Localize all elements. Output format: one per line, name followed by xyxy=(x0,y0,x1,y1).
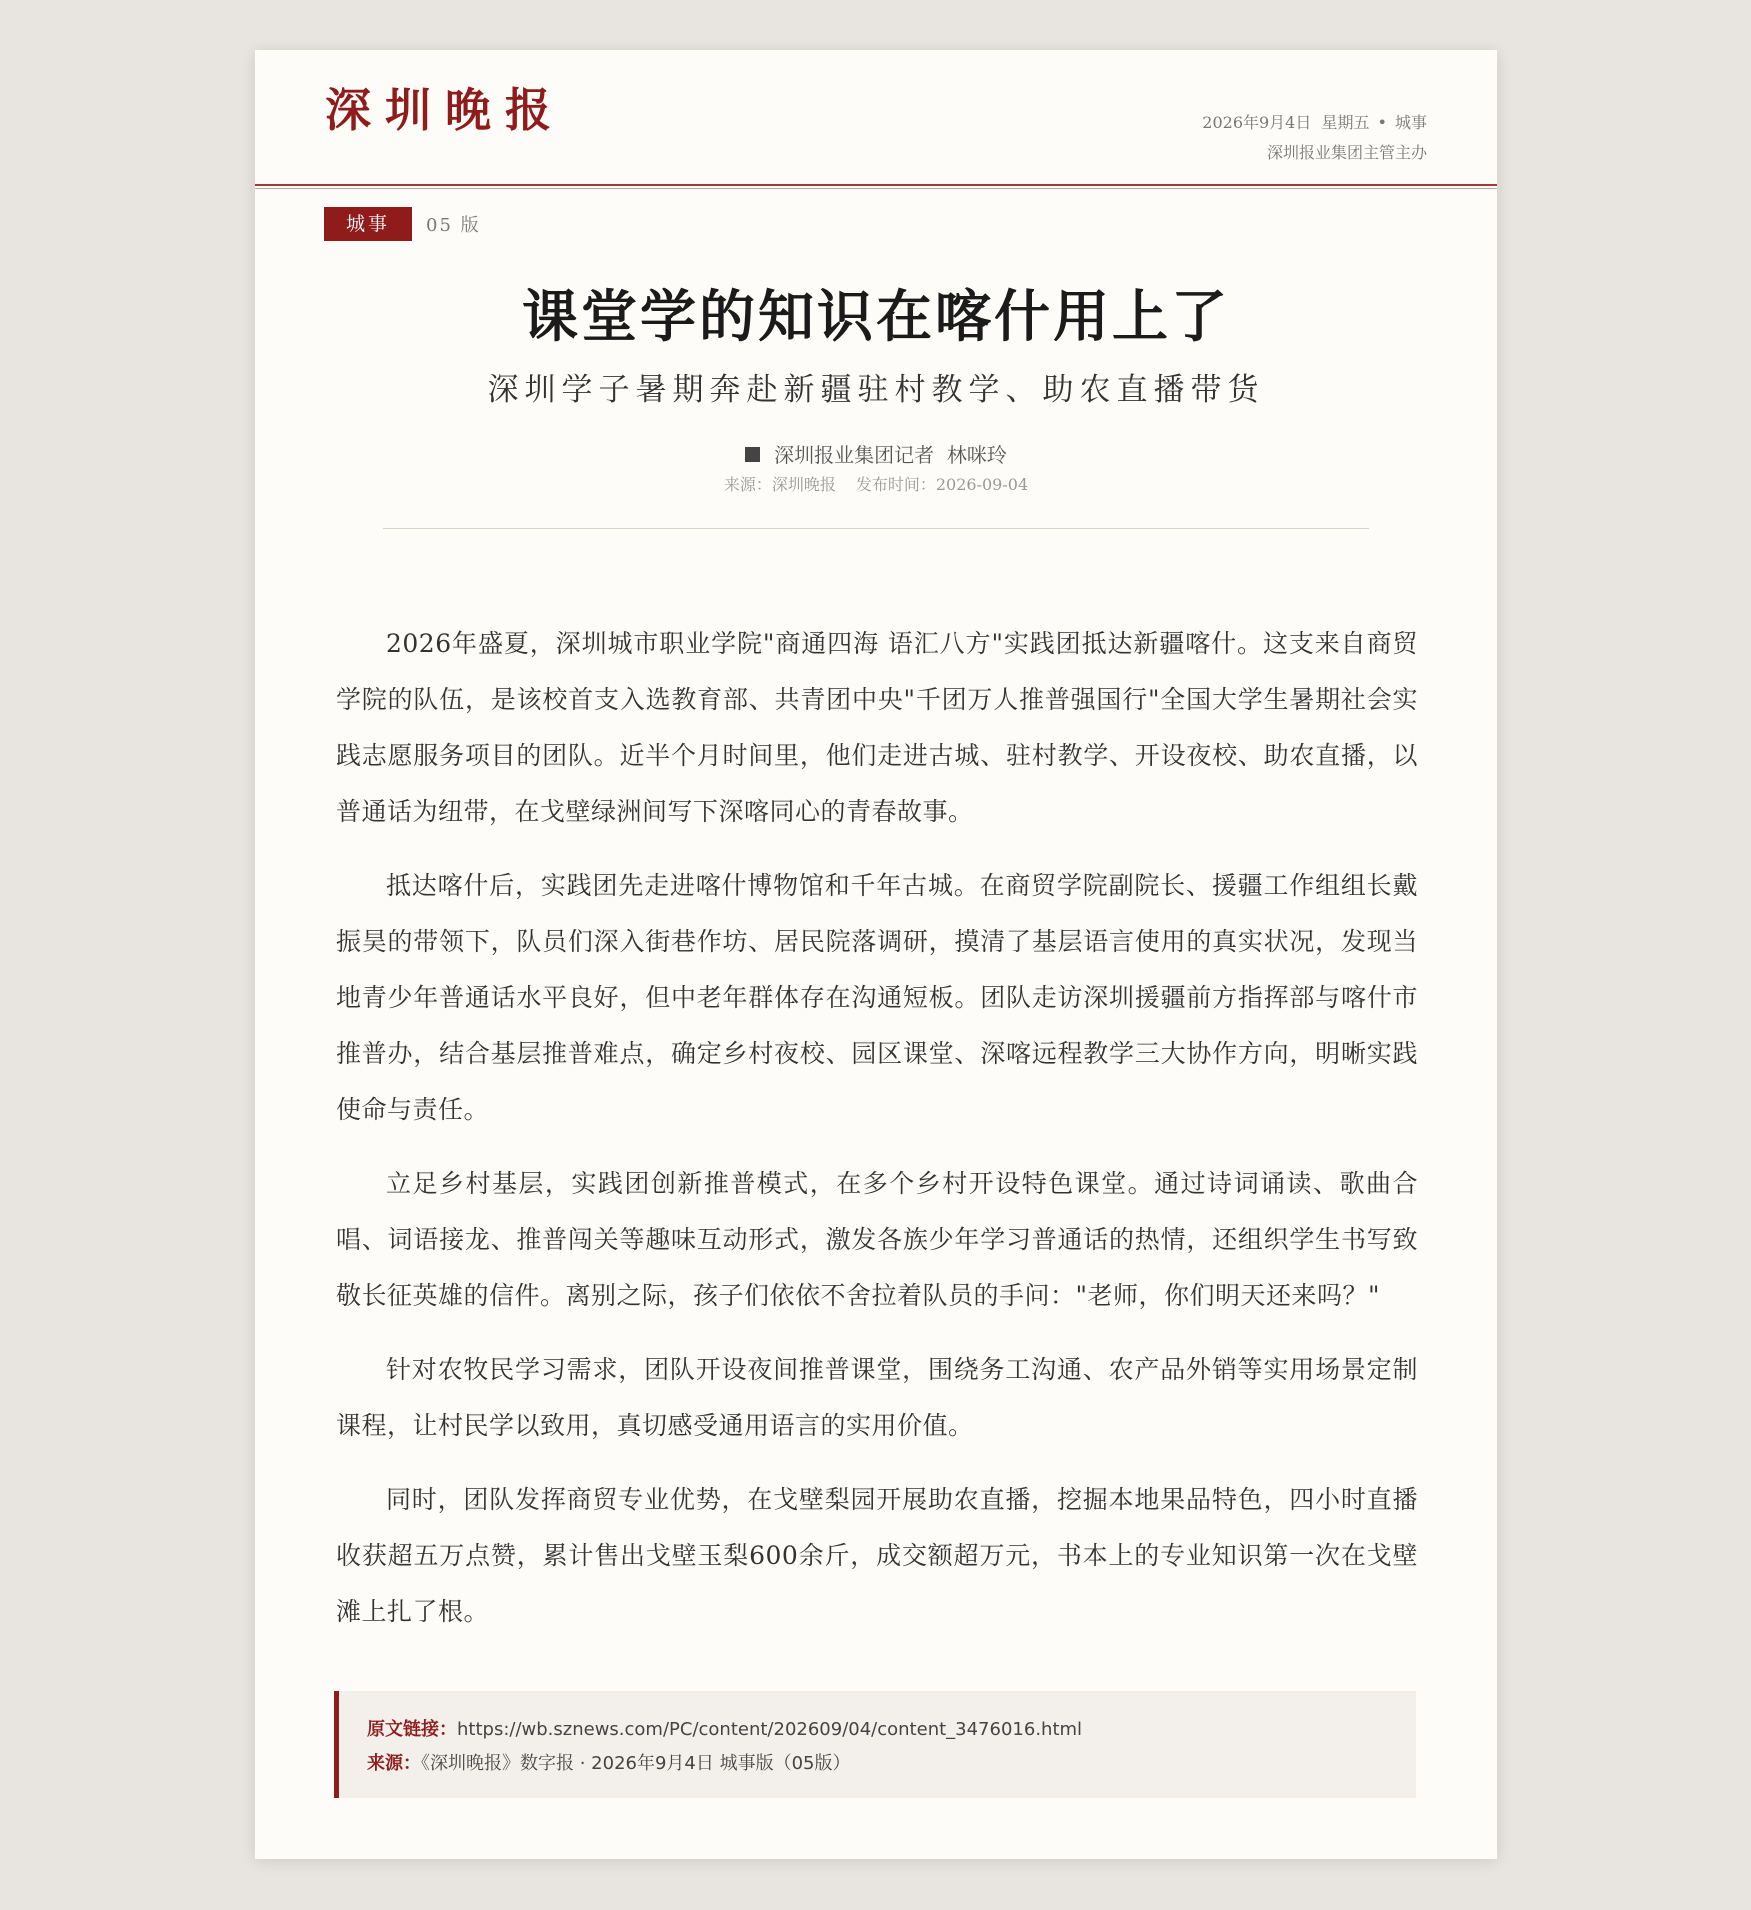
article-headline: 课堂学的知识在喀什用上了 xyxy=(522,285,1230,350)
article-subhead: 深圳学子暑期奔赴新疆驻村教学、助农直播带货 xyxy=(487,372,1265,408)
article-paragraph: 抵达喀什后，实践团先走进喀什博物馆和千年古城。在商贸学院副院长、援疆工作组组长戴振昊的带领下，队员们深入街巷作坊、居民院落调研，摸清了基层语言使用的真实状况，发现当地青少年普通话水平良好，但中老年群体存在沟通短板。团队走访深圳援疆前方指挥部与喀什市推普办，结合基层推普难点，确定乡村夜校、园区课堂、深喀远程教学三大协作方向，明晰实践使命与责任。 xyxy=(336,871,1418,1124)
article-source: 来源：深圳晚报 xyxy=(723,475,836,494)
original-link-label: 原文链接： xyxy=(367,1719,457,1740)
source-label: 来源： xyxy=(367,1753,421,1774)
source-text: 《深圳晚报》数字报 · 2026年9月4日 城事版（05版） xyxy=(421,1753,851,1774)
masthead xyxy=(255,50,1497,184)
newspaper-page xyxy=(255,50,1497,1859)
newspaper-logo: 深圳晚报 xyxy=(325,83,565,137)
source-line xyxy=(367,1747,1416,1781)
publish-time: 发布时间：2026-09-04 xyxy=(855,475,1029,494)
issue-section: 城事 xyxy=(1394,113,1427,132)
original-link-line xyxy=(367,1713,1416,1747)
masthead-divider xyxy=(255,184,1497,189)
article-body xyxy=(336,616,1418,1658)
issue-date: 2026年9月4日 星期五 xyxy=(1202,113,1370,132)
source-info-box xyxy=(334,1691,1416,1798)
issue-info-line xyxy=(1202,108,1427,138)
original-link-url[interactable]: https://wb.sznews.com/PC/content/202609/04/content_3476016.html xyxy=(457,1719,1083,1740)
section-tag: 城事 xyxy=(324,207,412,241)
square-bullet-icon xyxy=(745,447,760,462)
dateline xyxy=(255,472,1497,498)
article-paragraph: 针对农牧民学习需求，团队开设夜间推普课堂，围绕务工沟通、农产品外销等实用场景定制课程，让村民学以致用，真切感受通用语言的实用价值。 xyxy=(336,1355,1418,1440)
byline-author: 深圳报业集团记者 林咪玲 xyxy=(774,443,1007,467)
masthead-meta xyxy=(1202,108,1427,168)
publisher-line: 深圳报业集团主管主办 xyxy=(1266,143,1427,162)
article-paragraph: 2026年盛夏，深圳城市职业学院"商通四海 语汇八方"实践团抵达新疆喀什。这支来自商贸学院的队伍，是该校首支入选教育部、共青团中央"千团万人推普强国行"全国大学生暑期社会实践志愿服务项目的团队。近半个月时间里，他们走进古城、驻村教学、开设夜校、助农直播，以普通话为纽带，在戈壁绿洲间写下深喀同心的青春故事。 xyxy=(336,629,1418,826)
article-paragraph: 立足乡村基层，实践团创新推普模式，在多个乡村开设特色课堂。通过诗词诵读、歌曲合唱、词语接龙、推普闯关等趣味互动形式，激发各族少年学习普通话的热情，还组织学生书写致敬长征英雄的信件。离别之际，孩子们依依不舍拉着队员的手问："老师，你们明天还来吗？" xyxy=(336,1169,1418,1310)
section-row xyxy=(324,207,481,241)
byline xyxy=(255,440,1497,470)
article-paragraph: 同时，团队发挥商贸专业优势，在戈壁梨园开展助农直播，挖掘本地果品特色，四小时直播收获超五万点赞，累计售出戈壁玉梨600余斤，成交额超万元，书本上的专业知识第一次在戈壁滩上扎了根。 xyxy=(336,1485,1418,1626)
issue-separator: • xyxy=(1377,113,1387,132)
header-divider xyxy=(383,528,1369,529)
page-number: 05 版 xyxy=(426,215,481,236)
